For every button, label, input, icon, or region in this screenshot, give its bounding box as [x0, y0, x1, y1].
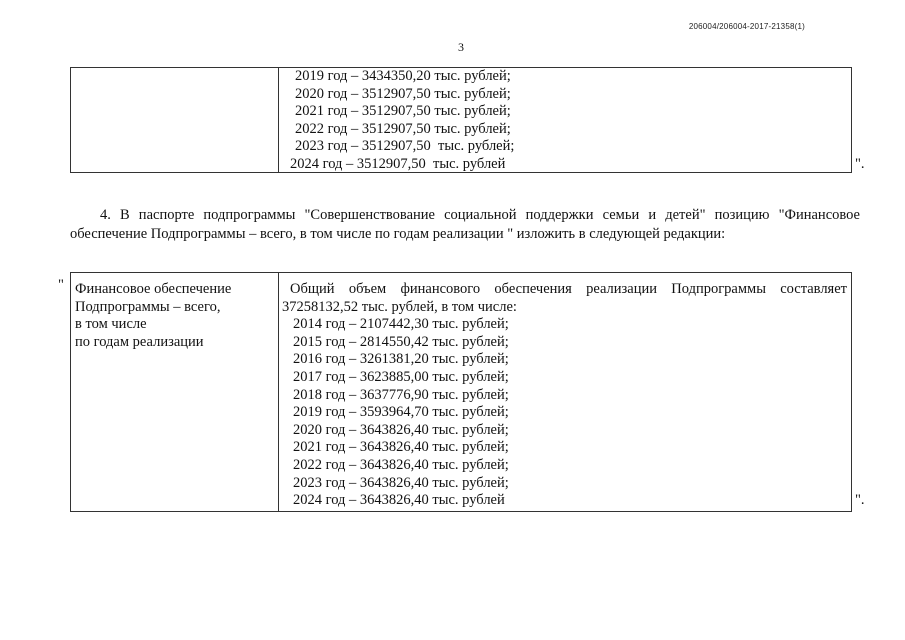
funding-year-line: 2021 год – 3512907,50 тыс. рублей;	[295, 103, 511, 120]
table-left-cell	[71, 68, 279, 172]
funding-year-line: 2022 год – 3512907,50 тыс. рублей;	[295, 120, 511, 137]
funding-year-line: 2019 год – 3434350,20 тыс. рублей;	[295, 68, 511, 84]
funding-table-continuation	[70, 67, 852, 173]
left-cell-line: по годам реализации	[75, 333, 204, 350]
closing-quote: ".	[855, 156, 865, 172]
document-id: 206004/206004-2017-21358(1)	[688, 22, 805, 31]
funding-year-line: 2022 год – 3643826,40 тыс. рублей;	[293, 456, 509, 473]
funding-year-line: 2024 год – 3512907,50 тыс. рублей	[290, 156, 506, 172]
left-cell-line: Финансовое обеспечение	[75, 281, 232, 297]
funding-year-line: 2017 год – 3623885,00 тыс. рублей;	[293, 368, 509, 385]
total-funding-amount: 37258132,52 тыс. рублей, в том числе:	[282, 298, 517, 315]
funding-table-new	[70, 272, 852, 512]
left-cell-line: в том числе	[75, 316, 147, 333]
funding-year-line: 2020 год – 3512907,50 тыс. рублей;	[295, 85, 511, 102]
left-cell-line: Подпрограммы – всего,	[75, 298, 221, 315]
total-funding-line: Общий объем финансового обеспечения реализации Подпрограммы составляет	[290, 281, 847, 297]
table-left-cell	[71, 273, 279, 511]
funding-year-line: 2015 год – 2814550,42 тыс. рублей;	[293, 333, 509, 350]
table-right-cell	[279, 273, 851, 511]
funding-year-line: 2019 год – 3593964,70 тыс. рублей;	[293, 404, 509, 421]
funding-year-line: 2021 год – 3643826,40 тыс. рублей;	[293, 439, 509, 456]
funding-year-line: 2016 год – 3261381,20 тыс. рублей;	[293, 351, 509, 368]
funding-year-line: 2020 год – 3643826,40 тыс. рублей;	[293, 421, 509, 438]
funding-year-line: 2023 год – 3643826,40 тыс. рублей;	[293, 474, 509, 491]
funding-year-line: 2018 год – 3637776,90 тыс. рублей;	[293, 386, 509, 403]
page-number: 3	[458, 40, 464, 54]
table-right-cell	[279, 68, 851, 172]
funding-year-line: 2023 год – 3512907,50 тыс. рублей;	[295, 138, 515, 155]
amendment-paragraph-text: 4. В паспорте подпрограммы "Совершенствование социальной поддержки семьи и детей" позицию "Финансовое обеспечение Подпрограммы – всего, в том числе по годам реализации " изложить в следующей редакции:	[70, 207, 860, 242]
closing-quote: ".	[855, 492, 865, 508]
opening-quote: "	[58, 277, 64, 293]
funding-year-line: 2014 год – 2107442,30 тыс. рублей;	[293, 316, 509, 333]
funding-year-line: 2024 год – 3643826,40 тыс. рублей	[293, 492, 505, 509]
amendment-paragraph	[70, 206, 860, 244]
